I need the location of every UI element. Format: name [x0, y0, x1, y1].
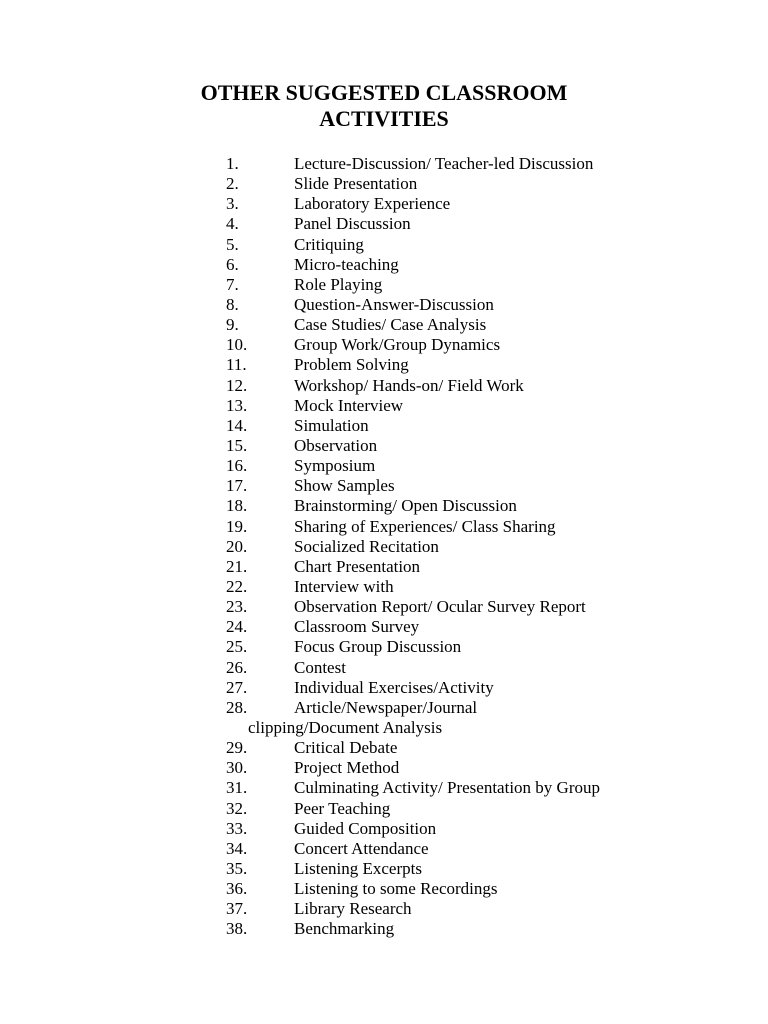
list-item-number: 32. — [226, 798, 248, 818]
list-item — [0, 214, 768, 234]
list-item — [0, 557, 768, 577]
list-item-text: Problem Solving — [294, 355, 409, 375]
list-item-text: Symposium — [294, 456, 376, 476]
list-item-text: Laboratory Experience — [294, 194, 451, 214]
list-item — [0, 436, 768, 456]
list-item-number: 12. — [226, 375, 248, 395]
list-item — [0, 476, 768, 496]
list-item — [0, 295, 768, 315]
list-item-number: 33. — [226, 818, 248, 838]
list-item-number: 20. — [226, 536, 248, 556]
list-item-text: Guided Composition — [294, 818, 437, 838]
list-item-text: Slide Presentation — [294, 174, 418, 194]
list-item-number: 22. — [226, 576, 248, 596]
list-item-number: 3. — [226, 194, 239, 214]
list-item-text: Listening Excerpts — [294, 858, 422, 878]
list-item-text: Observation Report/ Ocular Survey Report — [294, 597, 586, 617]
list-item-text: Micro-teaching — [294, 254, 399, 274]
list-item-number: 35. — [226, 858, 248, 878]
list-item — [0, 799, 768, 819]
list-item-number: 25. — [226, 637, 248, 657]
list-item-number: 38. — [226, 919, 248, 939]
list-item — [0, 154, 768, 174]
list-item-number: 15. — [226, 435, 248, 455]
list-item-number: 21. — [226, 556, 248, 576]
activity-list — [0, 154, 768, 939]
list-item-number: 28. — [226, 697, 248, 717]
list-item-number: 11. — [226, 355, 247, 375]
list-item-text: Benchmarking — [294, 919, 395, 939]
list-item-text: Listening to some Recordings — [294, 879, 498, 899]
list-item-text: Concert Attendance — [294, 838, 429, 858]
list-item-number: 31. — [226, 778, 248, 798]
list-item — [0, 678, 768, 698]
list-item — [0, 456, 768, 476]
list-item-text: Project Method — [294, 758, 400, 778]
list-item — [0, 758, 768, 778]
list-item-number: 30. — [226, 758, 248, 778]
list-item-text: Show Samples — [294, 476, 395, 496]
list-item-text: Interview with — [294, 576, 394, 596]
list-item-number: 9. — [226, 315, 239, 335]
list-item — [0, 396, 768, 416]
list-item-number: 5. — [226, 234, 239, 254]
list-item-text: Case Studies/ Case Analysis — [294, 315, 487, 335]
list-item — [0, 194, 768, 214]
list-item — [0, 919, 768, 939]
list-item — [0, 496, 768, 516]
list-item — [0, 517, 768, 537]
list-item-number: 2. — [226, 174, 239, 194]
list-item-text: Question-Answer-Discussion — [294, 294, 494, 314]
list-item — [0, 839, 768, 859]
list-item — [0, 819, 768, 839]
list-item-number: 7. — [226, 274, 239, 294]
list-item — [0, 174, 768, 194]
list-item — [0, 416, 768, 436]
list-item-number: 1. — [226, 154, 239, 173]
list-item — [0, 899, 768, 919]
list-item-text: Sharing of Experiences/ Class Sharing — [294, 516, 556, 536]
list-item — [0, 879, 768, 899]
list-item-number: 37. — [226, 899, 248, 919]
list-item-number: 27. — [226, 677, 248, 697]
list-item-text: Socialized Recitation — [294, 536, 439, 556]
list-item-number: 18. — [226, 496, 248, 516]
list-item-number: 4. — [226, 214, 239, 234]
list-item — [0, 597, 768, 617]
list-item-continuation — [0, 718, 768, 738]
list-item-text: Simulation — [294, 415, 369, 435]
list-item-text: Lecture-Discussion/ Teacher-led Discussion — [294, 154, 594, 173]
list-item — [0, 537, 768, 557]
list-item-text: Role Playing — [294, 274, 383, 294]
list-item-text: Workshop/ Hands-on/ Field Work — [294, 375, 524, 395]
list-item-number: 6. — [226, 254, 239, 274]
list-item-number: 36. — [226, 879, 248, 899]
page-title-line-1: OTHER SUGGESTED CLASSROOM — [200, 80, 568, 105]
list-item-text: Critiquing — [294, 234, 364, 254]
list-item-number: 8. — [226, 294, 239, 314]
list-item — [0, 376, 768, 396]
list-item — [0, 577, 768, 597]
list-item-text: Group Work/Group Dynamics — [294, 335, 501, 355]
list-item — [0, 355, 768, 375]
list-item-text: Peer Teaching — [294, 798, 391, 818]
list-item — [0, 738, 768, 758]
list-item-text: Brainstorming/ Open Discussion — [294, 496, 517, 516]
list-item — [0, 617, 768, 637]
list-item — [0, 335, 768, 355]
list-item-number: 17. — [226, 476, 248, 496]
list-item-number: 14. — [226, 415, 248, 435]
list-item-text: Panel Discussion — [294, 214, 411, 234]
list-item — [0, 778, 768, 798]
list-item-text: Observation — [294, 435, 378, 455]
list-item-continuation-text: clipping/Document Analysis — [248, 717, 443, 737]
list-item-number: 23. — [226, 597, 248, 617]
list-item-number: 29. — [226, 738, 248, 758]
list-item-text: Culminating Activity/ Presentation by Group — [294, 778, 600, 798]
list-item-text: Individual Exercises/Activity — [294, 677, 494, 697]
list-item-number: 26. — [226, 657, 248, 677]
list-item-text: Classroom Survey — [294, 617, 420, 637]
list-item-number: 13. — [226, 395, 248, 415]
list-item — [0, 235, 768, 255]
list-item-text: Chart Presentation — [294, 556, 421, 576]
list-item — [0, 315, 768, 335]
list-item-text: Contest — [294, 657, 346, 677]
list-item-text: Focus Group Discussion — [294, 637, 462, 657]
list-item — [0, 637, 768, 657]
list-item-number: 34. — [226, 838, 248, 858]
list-item — [0, 658, 768, 678]
list-item-text: Mock Interview — [294, 395, 404, 415]
list-item — [0, 255, 768, 275]
list-item-text: Critical Debate — [294, 738, 398, 758]
list-item-text: Article/Newspaper/Journal — [294, 697, 478, 717]
list-item — [0, 275, 768, 295]
list-item-number: 24. — [226, 617, 248, 637]
list-item-number: 19. — [226, 516, 248, 536]
list-item — [0, 859, 768, 879]
list-item-number: 10. — [226, 335, 248, 355]
list-item-number: 16. — [226, 456, 248, 476]
page-title-line-2: ACTIVITIES — [319, 106, 449, 131]
list-item — [0, 698, 768, 718]
list-item-text: Library Research — [294, 899, 412, 919]
